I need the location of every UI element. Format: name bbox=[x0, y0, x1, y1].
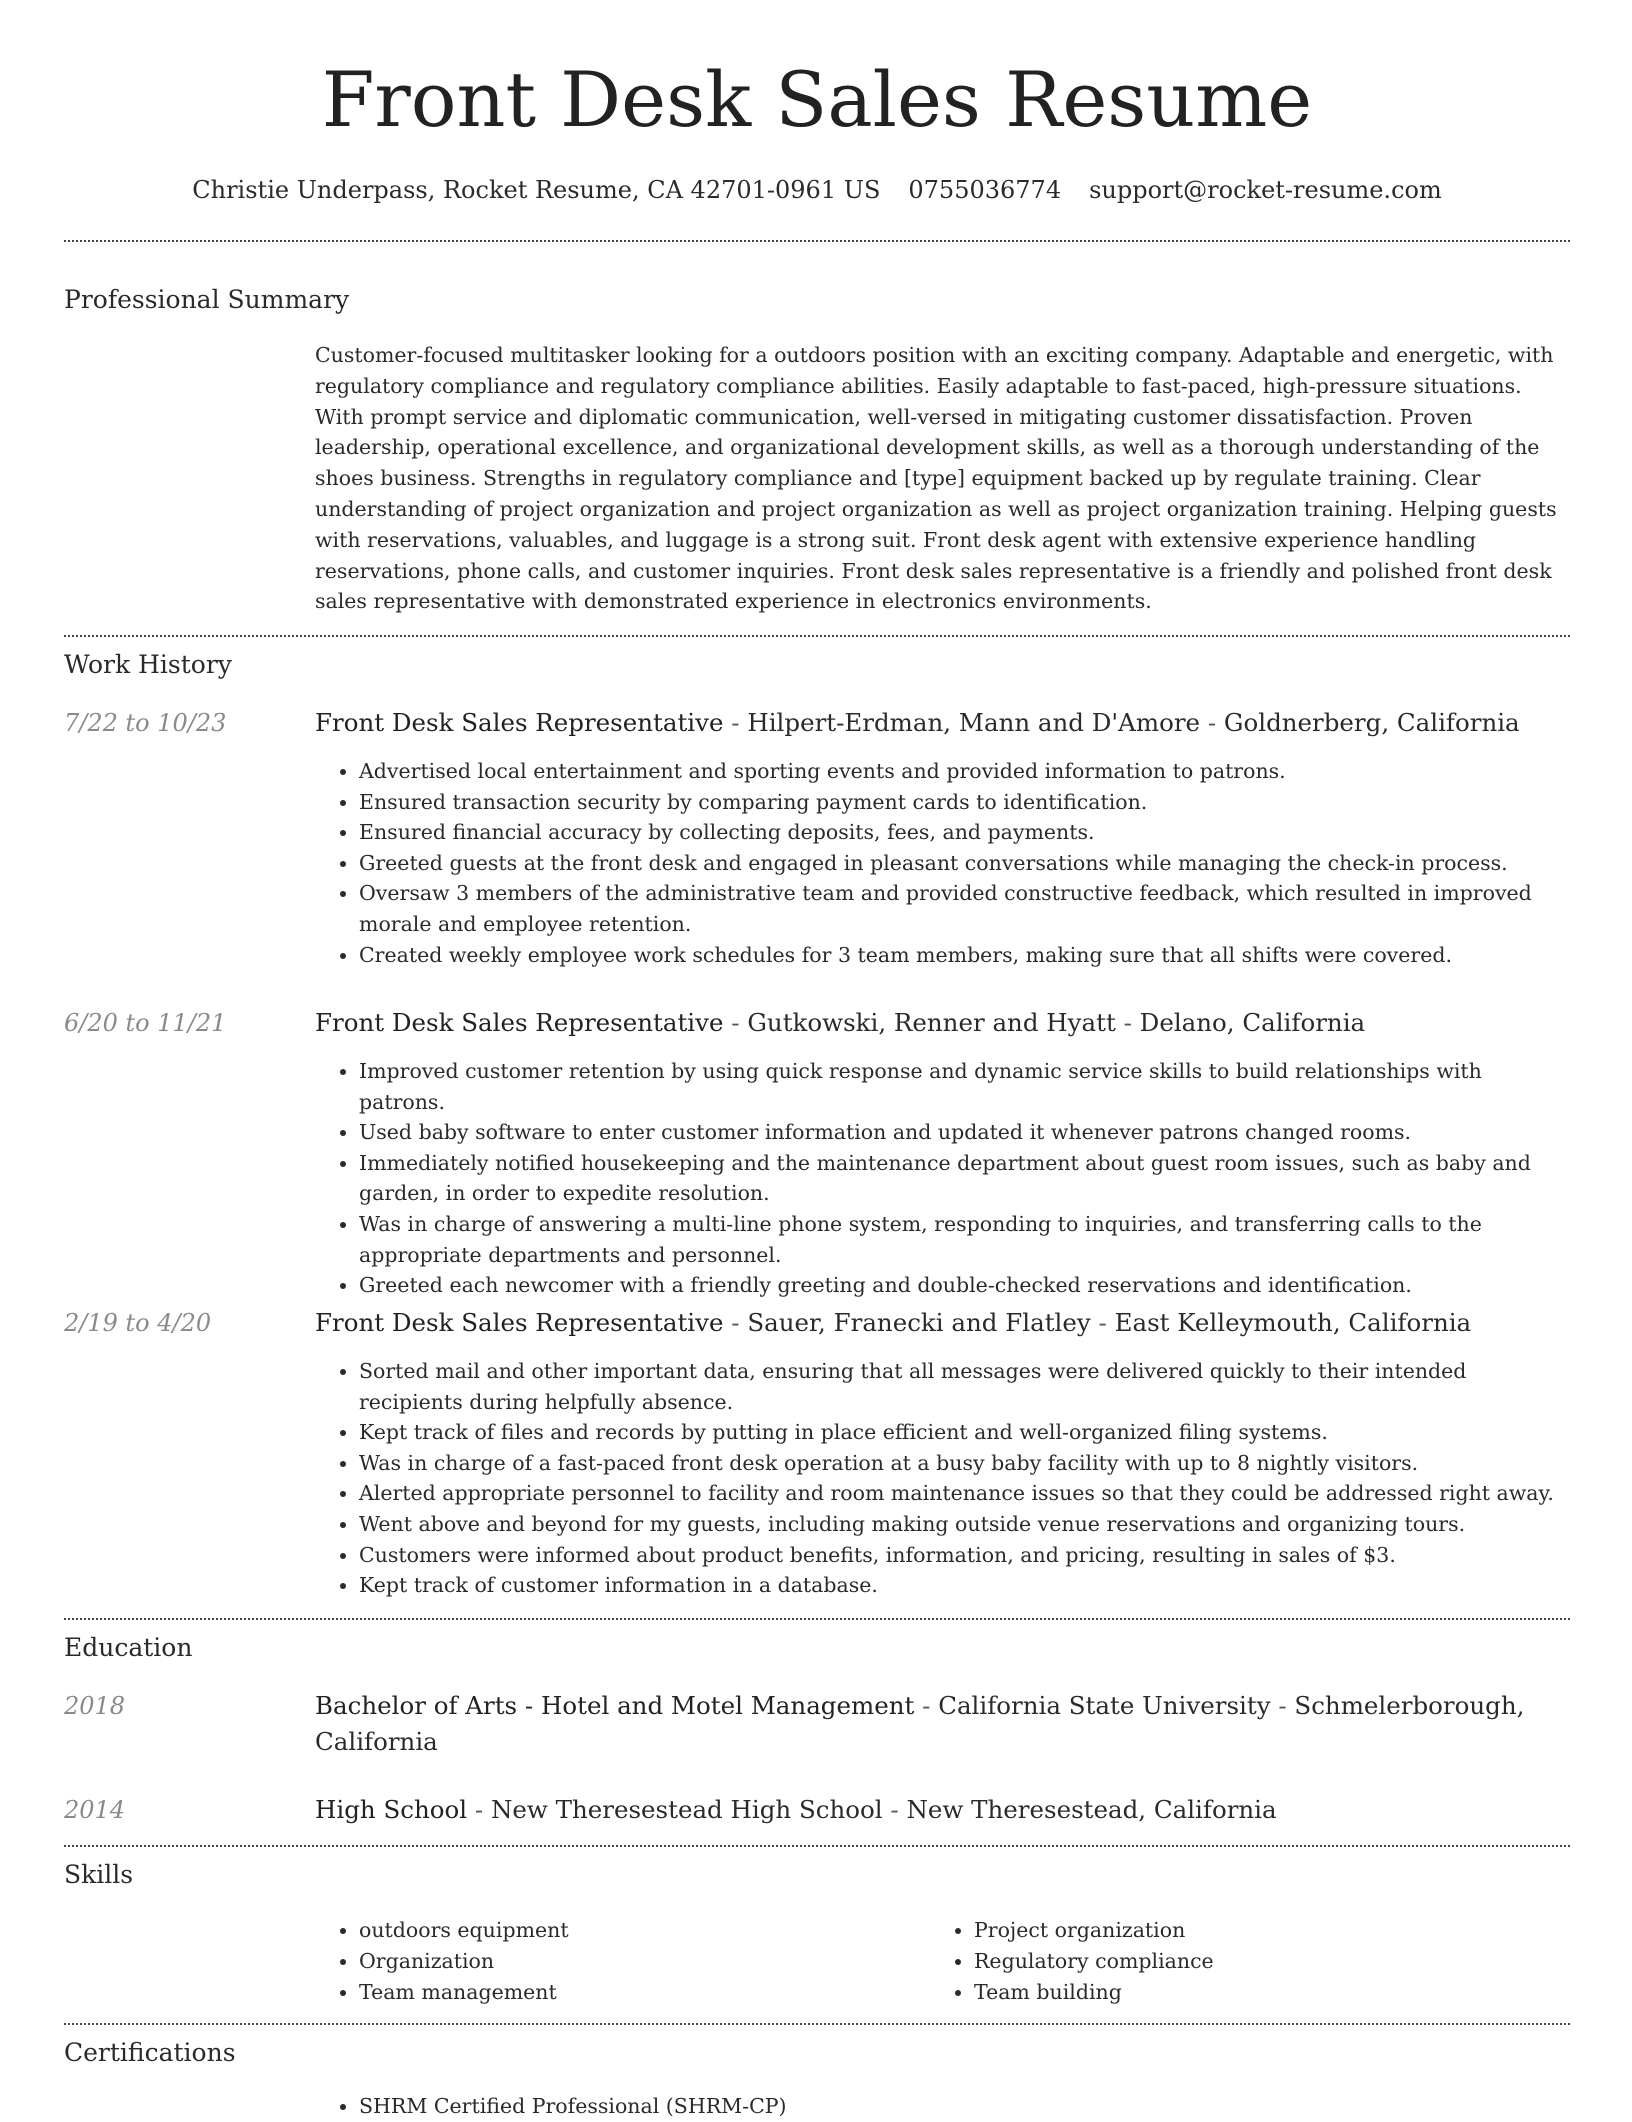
job-bullet: • Improved customer retention by using quick response and dynamic service skills to build relationships with patrons. bbox=[359, 1056, 1570, 1117]
separator: - bbox=[882, 1795, 907, 1824]
job-location: Goldnerberg, California bbox=[1223, 708, 1520, 737]
skill-item: • outdoors equipment bbox=[359, 1915, 875, 1946]
job-bullet: • Oversaw 3 members of the administrative team and provided constructive feedback, which resulted in improved morale and employee retention. bbox=[359, 878, 1570, 939]
separator: - bbox=[1090, 1308, 1115, 1337]
section-heading-summary: Professional Summary bbox=[64, 285, 350, 314]
section-heading-education: Education bbox=[64, 1633, 193, 1662]
skill-item: • Regulatory compliance bbox=[974, 1946, 1490, 1977]
summary-text: Customer-focused multitasker looking for a outdoors position with an exciting company. Adaptable and energetic, with regulatory compliance and regulatory compliance abilities. Easily adaptable to fast-paced, high-pressure situations. With prompt service and diplomatic communication, well-versed in mitigating customer dissatisfaction. Proven leadership, operational excellence, and organizational development skills, as well as a thorough understanding of the shoes business. Strengths in regulatory compliance and [type] equipment backed up by regulate training. Clear understanding of project organization and project organization as well as project organization training. Helping guests with reservations, valuables, and luggage is a strong suit. Front desk agent with extensive experience handling reservations, phone calls, and customer inquiries. Front desk sales representative is a friendly and polished front desk sales representative with demonstrated experience in electronics environments. bbox=[315, 343, 1557, 614]
job-bullet: • Went above and beyond for my guests, including making outside venue reservations and organizing tours. bbox=[359, 1509, 1570, 1540]
skill-item: • Project organization bbox=[974, 1915, 1490, 1946]
education-location: New Theresestead, California bbox=[906, 1795, 1277, 1824]
job-location: Delano, California bbox=[1139, 1008, 1366, 1037]
education-year: 2018 bbox=[64, 1692, 126, 1720]
job-location: East Kelleymouth, California bbox=[1114, 1308, 1472, 1337]
job-bullet: • Was in charge of a fast-paced front desk operation at a busy baby facility with up to 8 nightly visitors. bbox=[359, 1448, 1570, 1479]
job-heading bbox=[315, 705, 1570, 741]
job-bullet: • Alerted appropriate personnel to facility and room maintenance issues so that they could be addressed right away. bbox=[359, 1478, 1570, 1509]
job-bullet: • Created weekly employee work schedules for 3 team members, making sure that all shifts were covered. bbox=[359, 940, 1570, 971]
job-dates: 7/22 to 10/23 bbox=[64, 709, 227, 737]
separator: - bbox=[1200, 708, 1224, 737]
job-role: Front Desk Sales Representative bbox=[315, 708, 724, 737]
page-title: Front Desk Sales Resume bbox=[321, 55, 1313, 144]
job-bullet: • Ensured transaction security by comparing payment cards to identification. bbox=[359, 787, 1570, 818]
separator: - bbox=[1270, 1691, 1295, 1720]
job-bullet-list bbox=[315, 1356, 1570, 1601]
job-role: Front Desk Sales Representative bbox=[315, 1008, 724, 1037]
job-bullet: • Ensured financial accuracy by collecting deposits, fees, and payments. bbox=[359, 817, 1570, 848]
education-entry bbox=[315, 1792, 1570, 1828]
skills-list-left bbox=[315, 1915, 875, 2008]
section-heading-work-history: Work History bbox=[64, 650, 232, 679]
job-heading bbox=[315, 1005, 1570, 1041]
education-degree: High School bbox=[315, 1795, 468, 1824]
contact-phone: 0755036774 bbox=[908, 176, 1062, 204]
education-degree: Bachelor of Arts - Hotel and Motel Management bbox=[315, 1691, 915, 1720]
job-company: Hilpert-Erdman, Mann and D'Amore bbox=[747, 708, 1201, 737]
job-bullet: • Kept track of customer information in a database. bbox=[359, 1570, 1570, 1601]
job-role: Front Desk Sales Representative bbox=[315, 1308, 724, 1337]
skill-item: • Organization bbox=[359, 1946, 875, 1977]
certifications-list bbox=[315, 2091, 1570, 2122]
job-company: Gutkowski, Renner and Hyatt bbox=[747, 1008, 1116, 1037]
job-bullet: • Greeted guests at the front desk and engaged in pleasant conversations while managing the check-in process. bbox=[359, 848, 1570, 879]
separator: - bbox=[1115, 1008, 1140, 1037]
certification-item: • SHRM Certified Professional (SHRM-CP) bbox=[359, 2091, 1570, 2122]
job-bullet: • Was in charge of answering a multi-line phone system, responding to inquiries, and transferring calls to the appropriate departments and personnel. bbox=[359, 1209, 1570, 1270]
contact-line bbox=[64, 168, 1570, 212]
job-bullet-list bbox=[315, 1056, 1570, 1301]
skills-list-right bbox=[930, 1915, 1490, 2008]
section-divider bbox=[64, 2023, 1570, 2025]
job-dates: 6/20 to 11/21 bbox=[64, 1009, 227, 1037]
job-bullet: • Greeted each newcomer with a friendly greeting and double-checked reservations and identification. bbox=[359, 1270, 1570, 1301]
job-bullet: • Sorted mail and other important data, ensuring that all messages were delivered quickly to their intended recipients during helpfully absence. bbox=[359, 1356, 1570, 1417]
education-year: 2014 bbox=[64, 1796, 126, 1824]
job-bullet-list bbox=[315, 756, 1570, 970]
job-bullet: • Customers were informed about product benefits, information, and pricing, resulting in sales of $3. bbox=[359, 1540, 1570, 1571]
job-bullet: • Advertised local entertainment and sporting events and provided information to patrons. bbox=[359, 756, 1570, 787]
job-heading bbox=[315, 1305, 1570, 1341]
section-divider bbox=[64, 1618, 1570, 1620]
job-dates: 2/19 to 4/20 bbox=[64, 1309, 212, 1337]
contact-email: support@rocket-resume.com bbox=[1089, 176, 1442, 204]
separator: - bbox=[914, 1691, 939, 1720]
separator: - bbox=[723, 1308, 748, 1337]
separator: - bbox=[467, 1795, 491, 1824]
separator: - bbox=[723, 1008, 748, 1037]
job-bullet: • Used baby software to enter customer information and updated it whenever patrons changed rooms. bbox=[359, 1117, 1570, 1148]
skill-item: • Team building bbox=[974, 1977, 1490, 2008]
job-bullet: • Kept track of files and records by putting in place efficient and well-organized filing systems. bbox=[359, 1417, 1570, 1448]
section-heading-skills: Skills bbox=[64, 1860, 134, 1889]
separator: - bbox=[723, 708, 748, 737]
section-heading-certifications: Certifications bbox=[64, 2038, 236, 2067]
job-bullet: • Immediately notified housekeeping and the maintenance department about guest room issues, such as baby and garden, in order to expedite resolution. bbox=[359, 1148, 1570, 1209]
section-divider bbox=[64, 1845, 1570, 1847]
section-divider bbox=[64, 240, 1570, 242]
education-school: New Theresestead High School bbox=[490, 1795, 883, 1824]
education-location: Schmelerborough, California bbox=[315, 1691, 1525, 1756]
job-company: Sauer, Franecki and Flatley bbox=[747, 1308, 1091, 1337]
skill-item: • Team management bbox=[359, 1977, 875, 2008]
education-entry bbox=[315, 1688, 1570, 1760]
contact-address: Christie Underpass, Rocket Resume, CA 42701-0961 US bbox=[192, 176, 881, 204]
section-divider bbox=[64, 635, 1570, 637]
education-school: California State University bbox=[938, 1691, 1271, 1720]
